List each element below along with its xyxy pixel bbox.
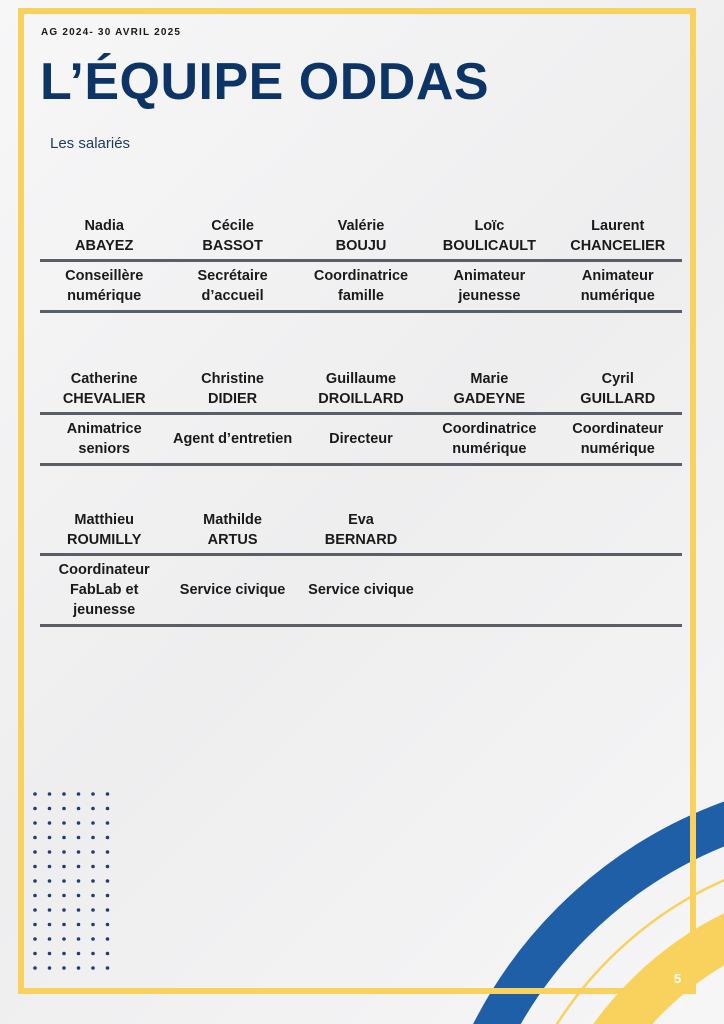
staff-role: Secrétaire d’accueil xyxy=(197,267,268,304)
staff-role: Animateur numérique xyxy=(580,267,655,304)
staff-role: Coordinatrice famille xyxy=(313,267,409,304)
staff-role: Service civique xyxy=(308,581,414,598)
staff-role: Directeur xyxy=(329,430,393,447)
staff-group-1 xyxy=(40,213,682,313)
staff-role: Coordinatrice numérique xyxy=(442,420,537,457)
staff-name: Matthieu ROUMILLY xyxy=(67,511,142,548)
meeting-label: AG 2024- 30 AVRIL 2025 xyxy=(41,27,182,38)
staff-name: Nadia ABAYEZ xyxy=(75,217,134,254)
divider xyxy=(40,463,682,466)
staff-role: Coordinateur FabLab et jeunesse xyxy=(58,561,150,619)
section-subtitle: Les salariés xyxy=(50,135,131,152)
staff-role: Animateur jeunesse xyxy=(453,267,526,304)
staff-name: Valérie BOUJU xyxy=(335,217,387,254)
roles-row xyxy=(40,415,682,463)
staff-name: Mathilde ARTUS xyxy=(203,511,262,548)
staff-name: Cyril GUILLARD xyxy=(580,370,656,407)
names-row xyxy=(40,366,682,412)
roles-row xyxy=(40,262,682,310)
staff-name: Marie GADEYNE xyxy=(453,370,526,407)
staff-name: Laurent CHANCELIER xyxy=(570,217,666,254)
staff-role: Agent d’entretien xyxy=(172,430,293,447)
staff-role: Coordinateur numérique xyxy=(572,420,664,457)
staff-name: Catherine CHEVALIER xyxy=(62,370,146,407)
page-number: 5 xyxy=(674,971,682,986)
page-frame xyxy=(18,8,696,994)
staff-role: Animatrice seniors xyxy=(66,420,142,457)
staff-group-2 xyxy=(40,366,682,466)
staff-role: Conseillère numérique xyxy=(65,267,144,304)
roles-row xyxy=(40,556,682,624)
staff-role: Service civique xyxy=(179,581,286,598)
names-row xyxy=(40,213,682,259)
names-row xyxy=(40,507,682,553)
divider xyxy=(40,624,682,627)
staff-name: Guillaume DROILLARD xyxy=(318,370,404,407)
page-title: L’ÉQUIPE ODDAS xyxy=(40,53,490,111)
staff-name: Christine DIDIER xyxy=(201,370,264,407)
staff-name: Cécile BASSOT xyxy=(202,217,263,254)
staff-name: Loïc BOULICAULT xyxy=(442,217,536,254)
divider xyxy=(40,310,682,313)
staff-group-3 xyxy=(40,507,682,627)
staff-name: Eva BERNARD xyxy=(324,511,398,548)
